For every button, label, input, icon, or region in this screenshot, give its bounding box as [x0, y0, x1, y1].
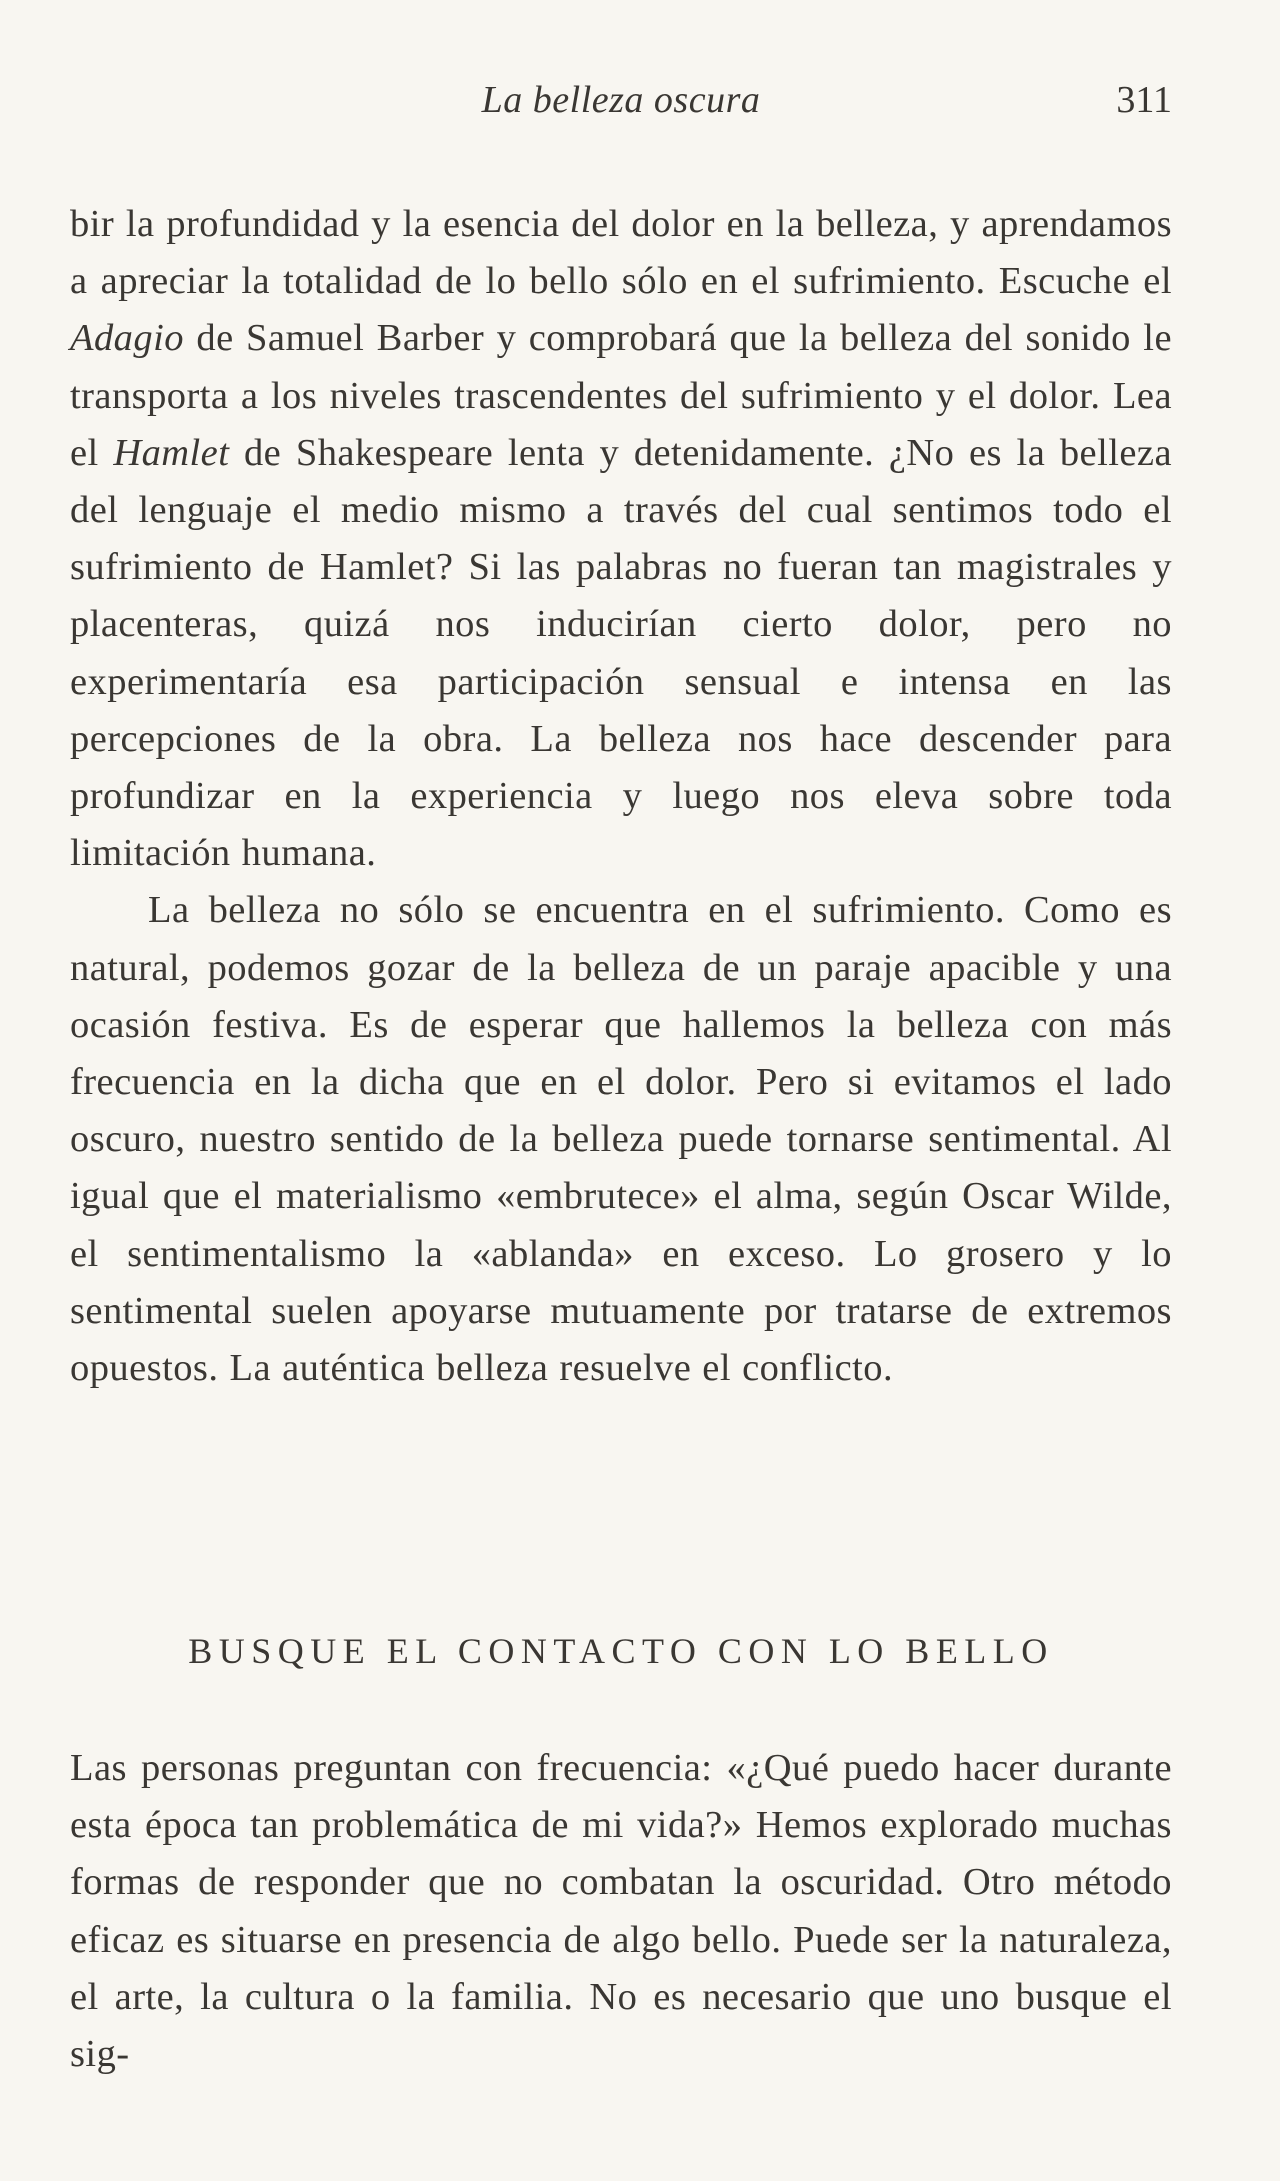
- italic-title-hamlet: Hamlet: [113, 431, 230, 474]
- section-heading: BUSQUE EL CONTACTO CON LO BELLO: [188, 1631, 1054, 1671]
- running-title: La belleza oscura: [481, 79, 761, 121]
- paragraph-text: bir la profundidad y la esencia del dolor en la belleza, y aprendamos a apreciar la totalidad de lo bello sólo en el sufrimiento. Escuche el: [70, 203, 1172, 303]
- paragraph: Las personas preguntan con frecuencia: «¿Qué puedo hacer durante esta época tan problemática de mi vida?» Hemos explorado muchas formas de responder que no combatan la oscuridad. Otro método eficaz es situarse en presencia de algo bello. Puede ser la naturaleza, el arte, la cultura o la familia. No es necesario que uno busque el sig-: [70, 1747, 1172, 2076]
- page-number: 311: [1116, 79, 1172, 121]
- paragraph-continued: [70, 196, 1172, 882]
- paragraph-text: de Samuel Barber y comprobará que la belleza del sonido le transporta a los niveles trascendentes del sufrimiento y el dolor. Lea el: [70, 317, 1172, 474]
- paragraph-text: de Shakespeare lenta y detenidamente. ¿No es la belleza del lenguaje el medio mismo a través del cual sentimos todo el sufrimiento de Hamlet? Si las palabras no fueran tan magistrales y placenteras, quizá nos inducirían cierto dolor, pero no experimentaría esa participación sensual e intensa en las percepciones de la obra. La belleza nos hace descender para profundizar en la experiencia y luego nos eleva sobre toda limitación humana.: [70, 431, 1172, 875]
- body-text: [70, 196, 1172, 1397]
- paragraph: La belleza no sólo se encuentra en el sufrimiento. Como es natural, podemos gozar de la belleza de un paraje apacible y una ocasión festiva. Es de esperar que hallemos la belleza con más frecuencia en la dicha que en el dolor. Pero si evitamos el lado oscuro, nuestro sentido de la belleza puede tornarse sentimental. Al igual que el materialismo «embrutece» el alma, según Oscar Wilde, el sentimentalismo la «ablanda» en exceso. Lo grosero y lo sentimental suelen apoyarse mutuamente por tratarse de extremos opuestos. La auténtica belleza resuelve el conflicto.: [70, 889, 1172, 1390]
- running-head: [70, 78, 1172, 138]
- section-body-text: [70, 1740, 1172, 2083]
- italic-title-adagio: Adagio: [70, 317, 184, 360]
